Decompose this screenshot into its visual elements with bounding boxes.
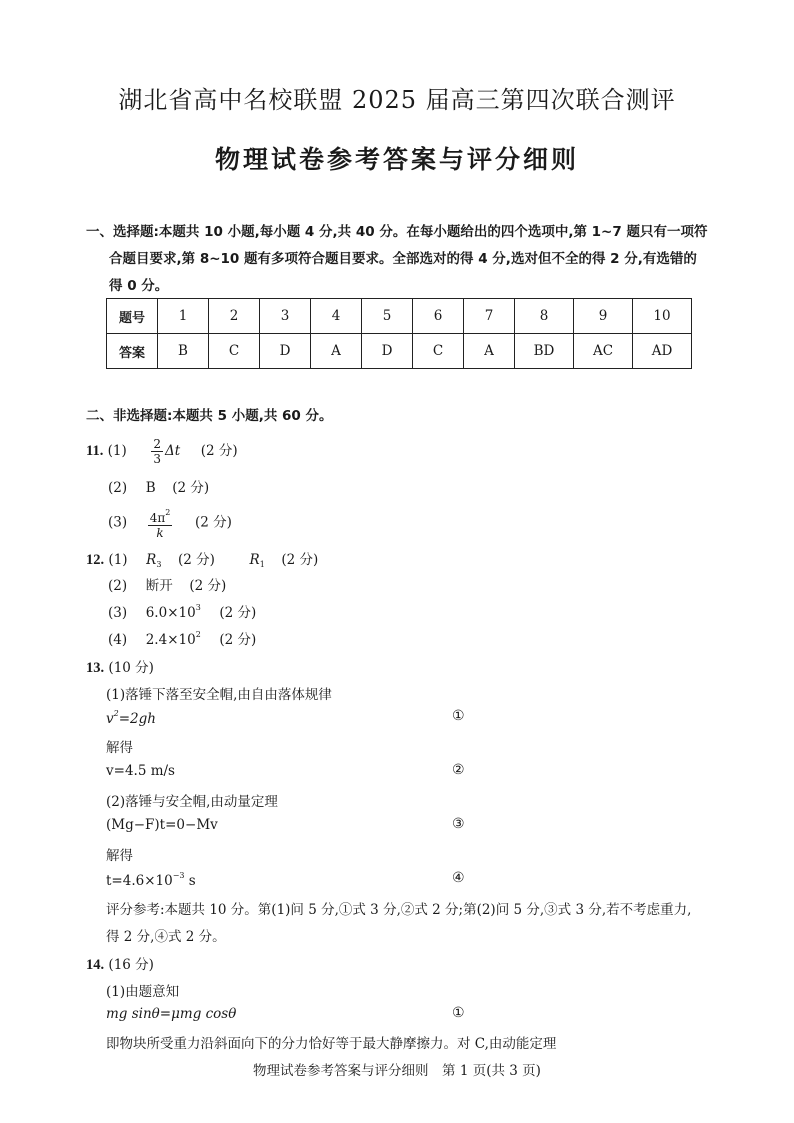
number-cell: 10	[633, 299, 692, 334]
q13-equation2: v=4.5 m/s	[106, 763, 175, 779]
number-cell: 3	[260, 299, 311, 334]
answer-cell: C	[413, 334, 464, 369]
question-number: 13.	[86, 660, 105, 676]
denominator: k	[156, 526, 164, 540]
table-row-numbers	[107, 299, 692, 334]
denominator: 3	[153, 452, 161, 466]
score: (2 分)	[194, 514, 232, 531]
section1-line: 一、选择题:本题共 10 小题,每小题 4 分,共 40 分。在每小题给出的四个选项中,第 1~7 题只有一项符	[86, 224, 708, 240]
q13-scoring-line1: 评分参考:本题共 10 分。第(1)问 5 分,①式 3 分,②式 2 分;第(2)问 5 分,③式 3 分,若不考虑重力,	[106, 902, 692, 918]
page-footer: 物理试卷参考答案与评分细则 第 1 页(共 3 页)	[253, 1063, 541, 1079]
answer-value: 6.0×10	[145, 605, 196, 621]
part-label: (2)	[108, 480, 128, 496]
equation-marker: ④	[452, 870, 465, 886]
q13-step2: (2)落锤与安全帽,由动量定理	[106, 794, 278, 810]
number-cell: 2	[209, 299, 260, 334]
answer-value: R	[146, 552, 157, 568]
part-label: (4)	[108, 632, 128, 648]
answer-cell: D	[260, 334, 311, 369]
exponent: 2	[113, 709, 119, 718]
subscript: 3	[156, 560, 162, 569]
q14-header	[86, 953, 154, 974]
numerator	[148, 506, 173, 526]
q13-scoring-line2: 得 2 分,④式 2 分。	[106, 929, 226, 945]
header-cell-number: 题号	[107, 299, 158, 334]
table-row-answers	[107, 334, 692, 369]
answer-cell: B	[158, 334, 209, 369]
q13-equation4	[106, 871, 196, 889]
part-label: (2)	[108, 578, 128, 594]
number-cell: 9	[574, 299, 633, 334]
q12-part3	[108, 601, 256, 621]
equation-marker: ③	[452, 816, 465, 832]
q13-equation1	[106, 709, 156, 727]
fraction	[148, 506, 173, 540]
section2-heading: 二、非选择题:本题共 5 小题,共 60 分。	[86, 408, 333, 424]
answer-value: 2.4×10	[145, 632, 196, 648]
answer-value: Δt	[164, 443, 181, 459]
q14-explanation: 即物块所受重力沿斜面向下的分力恰好等于最大静摩擦力。对 C,由动能定理	[106, 1036, 557, 1052]
answer-value: 断开	[145, 578, 173, 594]
score: (2 分)	[219, 632, 257, 648]
score: (2 分)	[200, 443, 238, 459]
score: (2 分)	[172, 480, 210, 496]
q11-part2	[108, 476, 209, 496]
answer-value: R	[249, 552, 260, 568]
part-label: (3)	[108, 605, 128, 621]
number-cell: 8	[515, 299, 574, 334]
question-number: 12.	[86, 552, 105, 568]
header-cell-answer: 答案	[107, 334, 158, 369]
score: (2 分)	[219, 605, 257, 621]
q14-step1: (1)由题意知	[106, 984, 180, 1000]
document-title: 湖北省高中名校联盟 2025 届高三第四次联合测评	[118, 86, 676, 114]
answer-cell: AC	[574, 334, 633, 369]
equation-marker: ①	[452, 708, 465, 724]
q13-equation3: (Mg−F)t=0−Mv	[106, 817, 218, 833]
q13-header	[86, 656, 154, 677]
q12-part1	[86, 548, 318, 569]
equation-part: =2gh	[118, 711, 156, 727]
answer-cell: BD	[515, 334, 574, 369]
answer-cell: A	[311, 334, 362, 369]
numerator-base: 4π	[149, 511, 166, 525]
number-cell: 7	[464, 299, 515, 334]
q12-part2	[108, 574, 226, 594]
question-points: (10 分)	[108, 660, 154, 676]
answer-cell: C	[209, 334, 260, 369]
answer-cell: AD	[633, 334, 692, 369]
number-cell: 6	[413, 299, 464, 334]
part-label: (3)	[108, 514, 128, 531]
part-label: (1)	[107, 443, 127, 459]
answer-cell: D	[362, 334, 413, 369]
equation-part: t=4.6×10	[106, 873, 173, 889]
q12-part4	[108, 628, 256, 648]
question-number: 14.	[86, 957, 105, 973]
section1-line: 合题目要求,第 8~10 题有多项符合题目要求。全部选对的得 4 分,选对但不全的得 2 分,有选错的	[109, 251, 697, 267]
q13-step1: (1)落锤下落至安全帽,由自由落体规律	[106, 687, 332, 703]
exponent: 2	[195, 630, 201, 639]
q13-solve1: 解得	[106, 740, 133, 756]
q11-part3	[108, 506, 232, 540]
part-label: (1)	[108, 552, 128, 568]
q11-part1	[86, 437, 238, 466]
answer-value: B	[145, 480, 156, 496]
number-cell: 4	[311, 299, 362, 334]
score: (2 分)	[281, 552, 319, 568]
exponent: 3	[195, 603, 201, 612]
exponent: 2	[165, 508, 171, 517]
equation-marker: ②	[452, 762, 465, 778]
equation-marker: ①	[452, 1005, 465, 1021]
unit: s	[188, 873, 196, 889]
document-subtitle: 物理试卷参考答案与评分细则	[214, 145, 579, 174]
subscript: 1	[259, 560, 265, 569]
answer-table	[106, 298, 692, 369]
exponent: −3	[172, 871, 185, 880]
number-cell: 5	[362, 299, 413, 334]
question-number: 11.	[86, 443, 104, 459]
answer-cell: A	[464, 334, 515, 369]
score: (2 分)	[189, 578, 227, 594]
number-cell: 1	[158, 299, 209, 334]
q14-equation1: mg sinθ=μmg cosθ	[106, 1006, 237, 1022]
q13-solve2: 解得	[106, 848, 133, 864]
score: (2 分)	[178, 552, 215, 568]
section1-line: 得 0 分。	[109, 278, 169, 294]
question-points: (16 分)	[108, 957, 154, 973]
section1-instructions	[86, 219, 726, 300]
equation-part: v	[106, 711, 114, 727]
fraction	[151, 437, 163, 466]
numerator: 2	[153, 437, 161, 451]
